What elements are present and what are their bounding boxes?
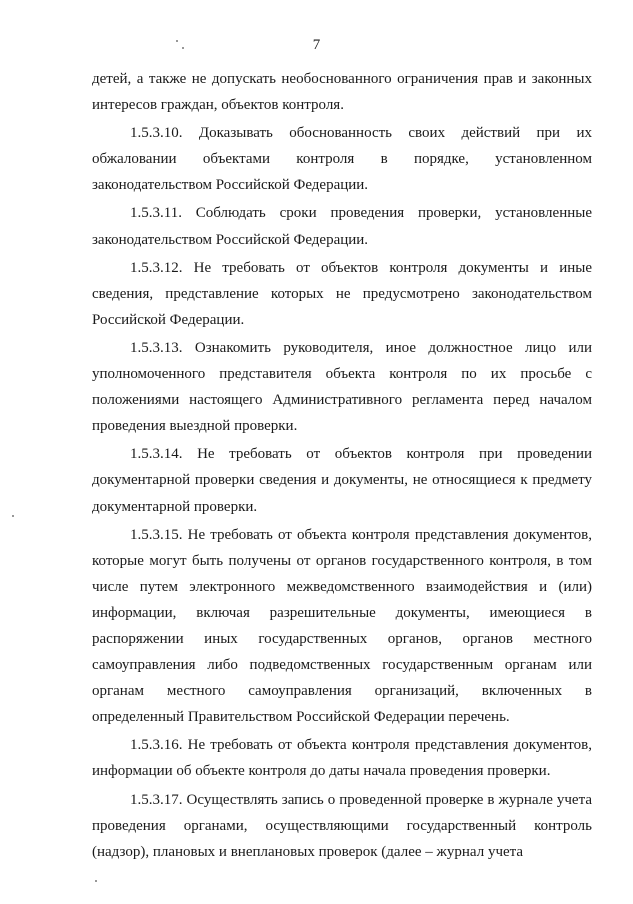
scan-speck	[182, 47, 184, 49]
paragraph-1-5-3-12: 1.5.3.12. Не требовать от объектов контроля документы и иные сведения, представление которых не предусмотрено законодательством Российской Федерации.	[92, 259, 592, 328]
page-number: 7	[312, 37, 321, 53]
scan-speck	[95, 880, 97, 882]
paragraph-1-5-3-17: 1.5.3.17. Осуществлять запись о проведенной проверке в журнале учета проведения органами, осуществляющими государственный контроль (надзор), плановых и внеплановых проверок (далее – журнал учета	[92, 791, 592, 860]
paragraph-1-5-3-13: 1.5.3.13. Ознакомить руководителя, иное должностное лицо или уполномоченного представителя объекта контроля по их просьбе с положениями настоящего Административного регламента перед началом проведения выездной проверки.	[92, 339, 592, 435]
paragraph-1-5-3-15: 1.5.3.15. Не требовать от объекта контроля представления документов, которые могут быть получены от органов государственного контроля, в том числе путем электронного межведомственного взаимодействия и (или) информации, включая разрешительные документы, имеющиеся в распоряжении иных государственных органов, органов местного самоуправления либо подведомственных государственным органам или органам местного самоуправления организаций, включенных в определенный Правительством Российской Федерации перечень.	[92, 526, 592, 726]
paragraph-continuation: детей, а также не допускать необоснованного ограничения прав и законных интересов граждан, объектов контроля.	[92, 71, 592, 114]
paragraph-1-5-3-10: 1.5.3.10. Доказывать обоснованность своих действий при их обжаловании объектами контроля в порядке, установленном законодательством Российской Федерации.	[92, 125, 592, 194]
document-body	[92, 66, 592, 865]
paragraph-1-5-3-14: 1.5.3.14. Не требовать от объектов контроля при проведении документарной проверки сведения и документы, не относящиеся к предмету документарной проверки.	[92, 446, 592, 515]
scan-speck	[12, 515, 14, 517]
paragraph-1-5-3-16: 1.5.3.16. Не требовать от объекта контроля представления документов, информации об объекте контроля до даты начала проведения проверки.	[92, 737, 592, 780]
paragraph-1-5-3-11: 1.5.3.11. Соблюдать сроки проведения проверки, установленные законодательством Российской Федерации.	[92, 205, 592, 248]
scan-speck	[176, 40, 178, 42]
